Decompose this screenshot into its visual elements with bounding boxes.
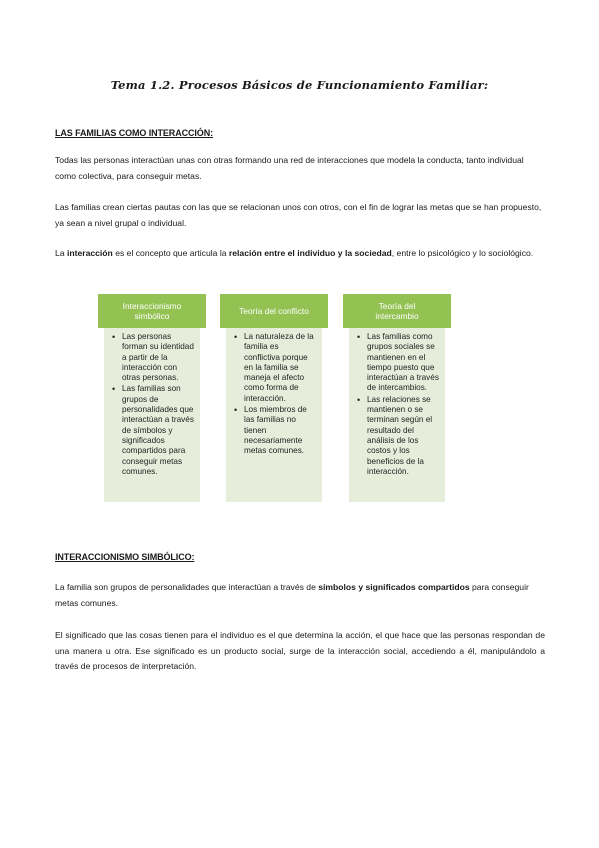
text-run: , entre lo psicológico y lo sociológico. (391, 248, 534, 258)
paragraph-simbolos (55, 580, 545, 611)
bullet-item: • Los miembros de las familias no tienen necesariamente metas comunes. (244, 405, 316, 456)
bullet-item: • Las personas forman su identidad a partir de la interacción con otras personas. (122, 332, 194, 383)
page-title: Tema 1.2. Procesos Básicos de Funcionamiento Familiar: (110, 78, 489, 92)
section-heading-familias: LAS FAMILIAS COMO INTERACCIÓN: (55, 128, 213, 138)
bullet-item: • Las familias son grupos de personalidades que interactúan a través de símbolos y significados compartidos para conseguir metas comunes. (122, 384, 194, 477)
text-run: La (55, 248, 67, 258)
bold-term-relacion: relación entre el individuo y la sociedad (228, 248, 392, 258)
bold-term-interaccion: interacción (66, 248, 113, 258)
paragraph-red-interacciones: Todas las personas interactúan unas con otras formando una red de interacciones que modela la conducta, tanto individual como colectiva, para conseguir metas. (55, 155, 524, 181)
bullet-list (104, 328, 200, 477)
section-heading-interaccionismo: INTERACCIONISMO SIMBÓLICO: (55, 552, 195, 562)
theory-body (349, 328, 445, 502)
theory-header (220, 294, 328, 328)
theory-header-label: Interaccionismo simbólico (122, 300, 182, 321)
text-run: La familia son grupos de personalidades que interactúan a través de (55, 582, 319, 592)
text-run: para conseguir metas comunes. (55, 582, 529, 608)
bullet-list (226, 328, 322, 457)
theory-body (226, 328, 322, 502)
theory-header-label: Teoría del intercambio (375, 300, 419, 321)
text-run: es el concepto que articula la (112, 248, 229, 258)
theory-body (104, 328, 200, 502)
theory-header-label: Teoría del conflicto (239, 305, 309, 316)
bullet-item: • Las familias como grupos sociales se mantienen en el tiempo puesto que interactúan a través de intercambios. (367, 332, 439, 394)
paragraph-pautas: Las familias crean ciertas pautas con las que se relacionan unos con otros, con el fin de lograr las metas que se han propuesto, ya sean a nivel grupal o individual. (55, 202, 542, 228)
paragraph-interaccion (55, 246, 545, 262)
bullet-item: • La naturaleza de la familia es conflictiva porque en la familia se maneja el afecto como forma de interacción. (244, 332, 316, 404)
theory-header (343, 294, 451, 328)
theory-header (98, 294, 206, 328)
paragraph-significado: El significado que las cosas tienen para el individuo es el que determina la acción, el que hace que las personas respondan de una manera u otra. Ese significado es un producto social, surge de la interacción social, accediendo a él, manipulándolo a través de procesos de interpretación. (55, 630, 545, 672)
bullet-list (349, 328, 445, 477)
bold-term-simbolos: símbolos y significados compartidos (318, 582, 470, 592)
bullet-item: • Las relaciones se mantienen o se terminan según el resultado del análisis de los costos y los beneficios de la interacción. (367, 395, 439, 477)
theories-diagram (98, 294, 451, 502)
